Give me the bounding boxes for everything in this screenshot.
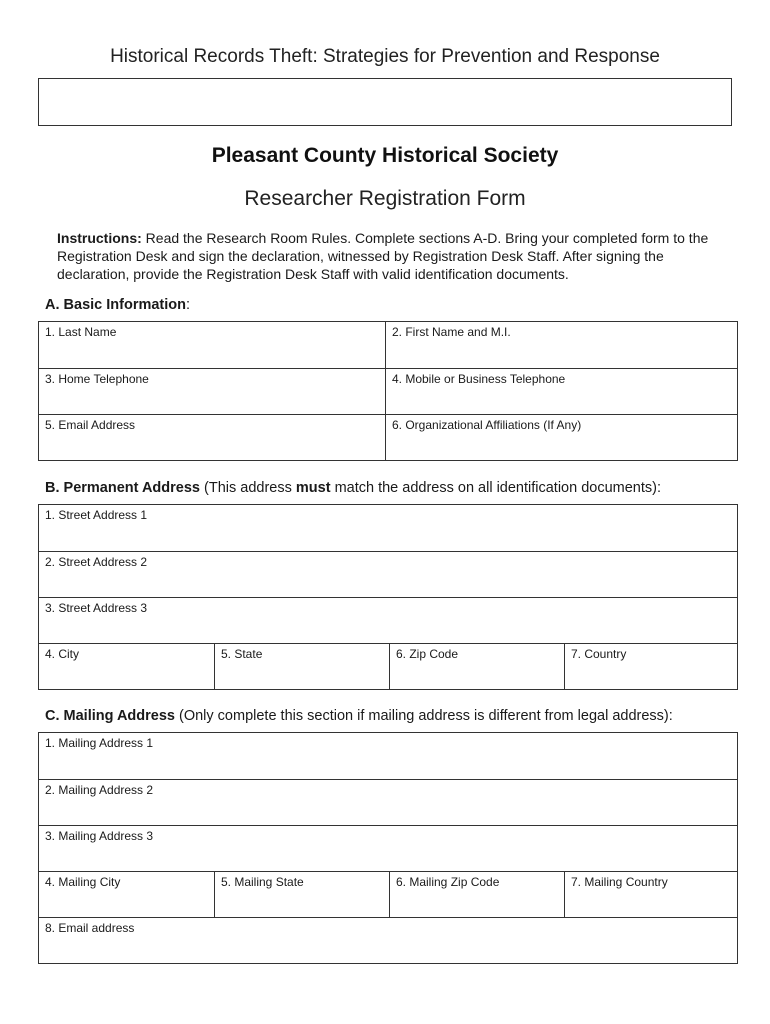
section-a-label: A. Basic Information xyxy=(45,297,186,313)
mailing-address-1-field[interactable]: 1. Mailing Address 1 xyxy=(45,736,154,750)
form-title: Researcher Registration Form xyxy=(244,187,526,210)
zip-code-field[interactable]: 6. Zip Code xyxy=(389,644,564,689)
section-b-row xyxy=(39,597,737,643)
section-b-heading xyxy=(45,480,661,496)
section-c-grid xyxy=(38,732,738,964)
street-address-3-field[interactable]: 3. Street Address 3 xyxy=(45,601,148,615)
city-field[interactable]: 4. City xyxy=(45,647,80,661)
section-c-row xyxy=(39,871,737,917)
organizational-affiliations-field[interactable]: 6. Organizational Affiliations (If Any) xyxy=(385,415,737,460)
email-address-field[interactable]: 5. Email Address xyxy=(45,418,136,432)
section-b-row xyxy=(39,643,737,689)
mailing-country-field[interactable]: 7. Mailing Country xyxy=(564,872,737,917)
home-telephone-field[interactable]: 3. Home Telephone xyxy=(45,372,149,386)
section-c-note: (Only complete this section if mailing address is different from legal address): xyxy=(174,708,673,724)
mailing-address-2-field[interactable]: 2. Mailing Address 2 xyxy=(45,783,154,797)
mailing-email-field[interactable]: 8. Email address xyxy=(45,921,135,935)
section-c-row xyxy=(39,825,737,871)
mailing-address-3-field[interactable]: 3. Mailing Address 3 xyxy=(45,829,154,843)
section-b-row xyxy=(39,505,737,551)
country-field[interactable]: 7. Country xyxy=(564,644,737,689)
section-b-note-bold: must xyxy=(295,480,331,496)
section-a-row xyxy=(39,414,737,460)
mailing-state-field[interactable]: 5. Mailing State xyxy=(214,872,389,917)
section-b-note-before: (This address xyxy=(199,480,296,496)
section-a-heading xyxy=(45,297,190,313)
street-address-2-field[interactable]: 2. Street Address 2 xyxy=(45,555,148,569)
street-address-1-field[interactable]: 1. Street Address 1 xyxy=(45,508,148,522)
instructions-paragraph xyxy=(57,229,727,283)
section-b-row xyxy=(39,551,737,597)
first-name-field[interactable]: 2. First Name and M.I. xyxy=(385,322,737,368)
mobile-telephone-field[interactable]: 4. Mobile or Business Telephone xyxy=(385,369,737,414)
section-c-row xyxy=(39,779,737,825)
section-b-grid xyxy=(38,504,738,690)
mailing-city-field[interactable]: 4. Mailing City xyxy=(45,875,121,889)
section-c-row xyxy=(39,733,737,779)
mailing-zip-code-field[interactable]: 6. Mailing Zip Code xyxy=(389,872,564,917)
section-a-suffix: : xyxy=(186,297,191,313)
header-blank-box[interactable] xyxy=(38,78,732,126)
organization-name: Pleasant County Historical Society xyxy=(211,144,559,167)
section-c-row xyxy=(39,917,737,963)
section-b-label: B. Permanent Address xyxy=(45,480,200,496)
section-b-note-after: match the address on all identification documents): xyxy=(330,480,662,496)
instructions-text: Read the Research Room Rules. Complete sections A-D. Bring your completed form to the Registration Desk and sign the declaration, witnessed by Registration Desk Staff. After signing the declaration, provide the Registration Desk Staff with valid identification documents. xyxy=(57,230,709,282)
section-a-grid xyxy=(38,321,738,461)
section-a-row xyxy=(39,368,737,414)
instructions-label: Instructions: xyxy=(57,230,142,246)
state-field[interactable]: 5. State xyxy=(214,644,389,689)
section-a-row xyxy=(39,322,737,368)
last-name-field[interactable]: 1. Last Name xyxy=(45,325,117,339)
section-c-label: C. Mailing Address xyxy=(45,708,175,724)
section-c-heading xyxy=(45,708,673,724)
document-header-title: Historical Records Theft: Strategies for Prevention and Response xyxy=(110,46,660,67)
